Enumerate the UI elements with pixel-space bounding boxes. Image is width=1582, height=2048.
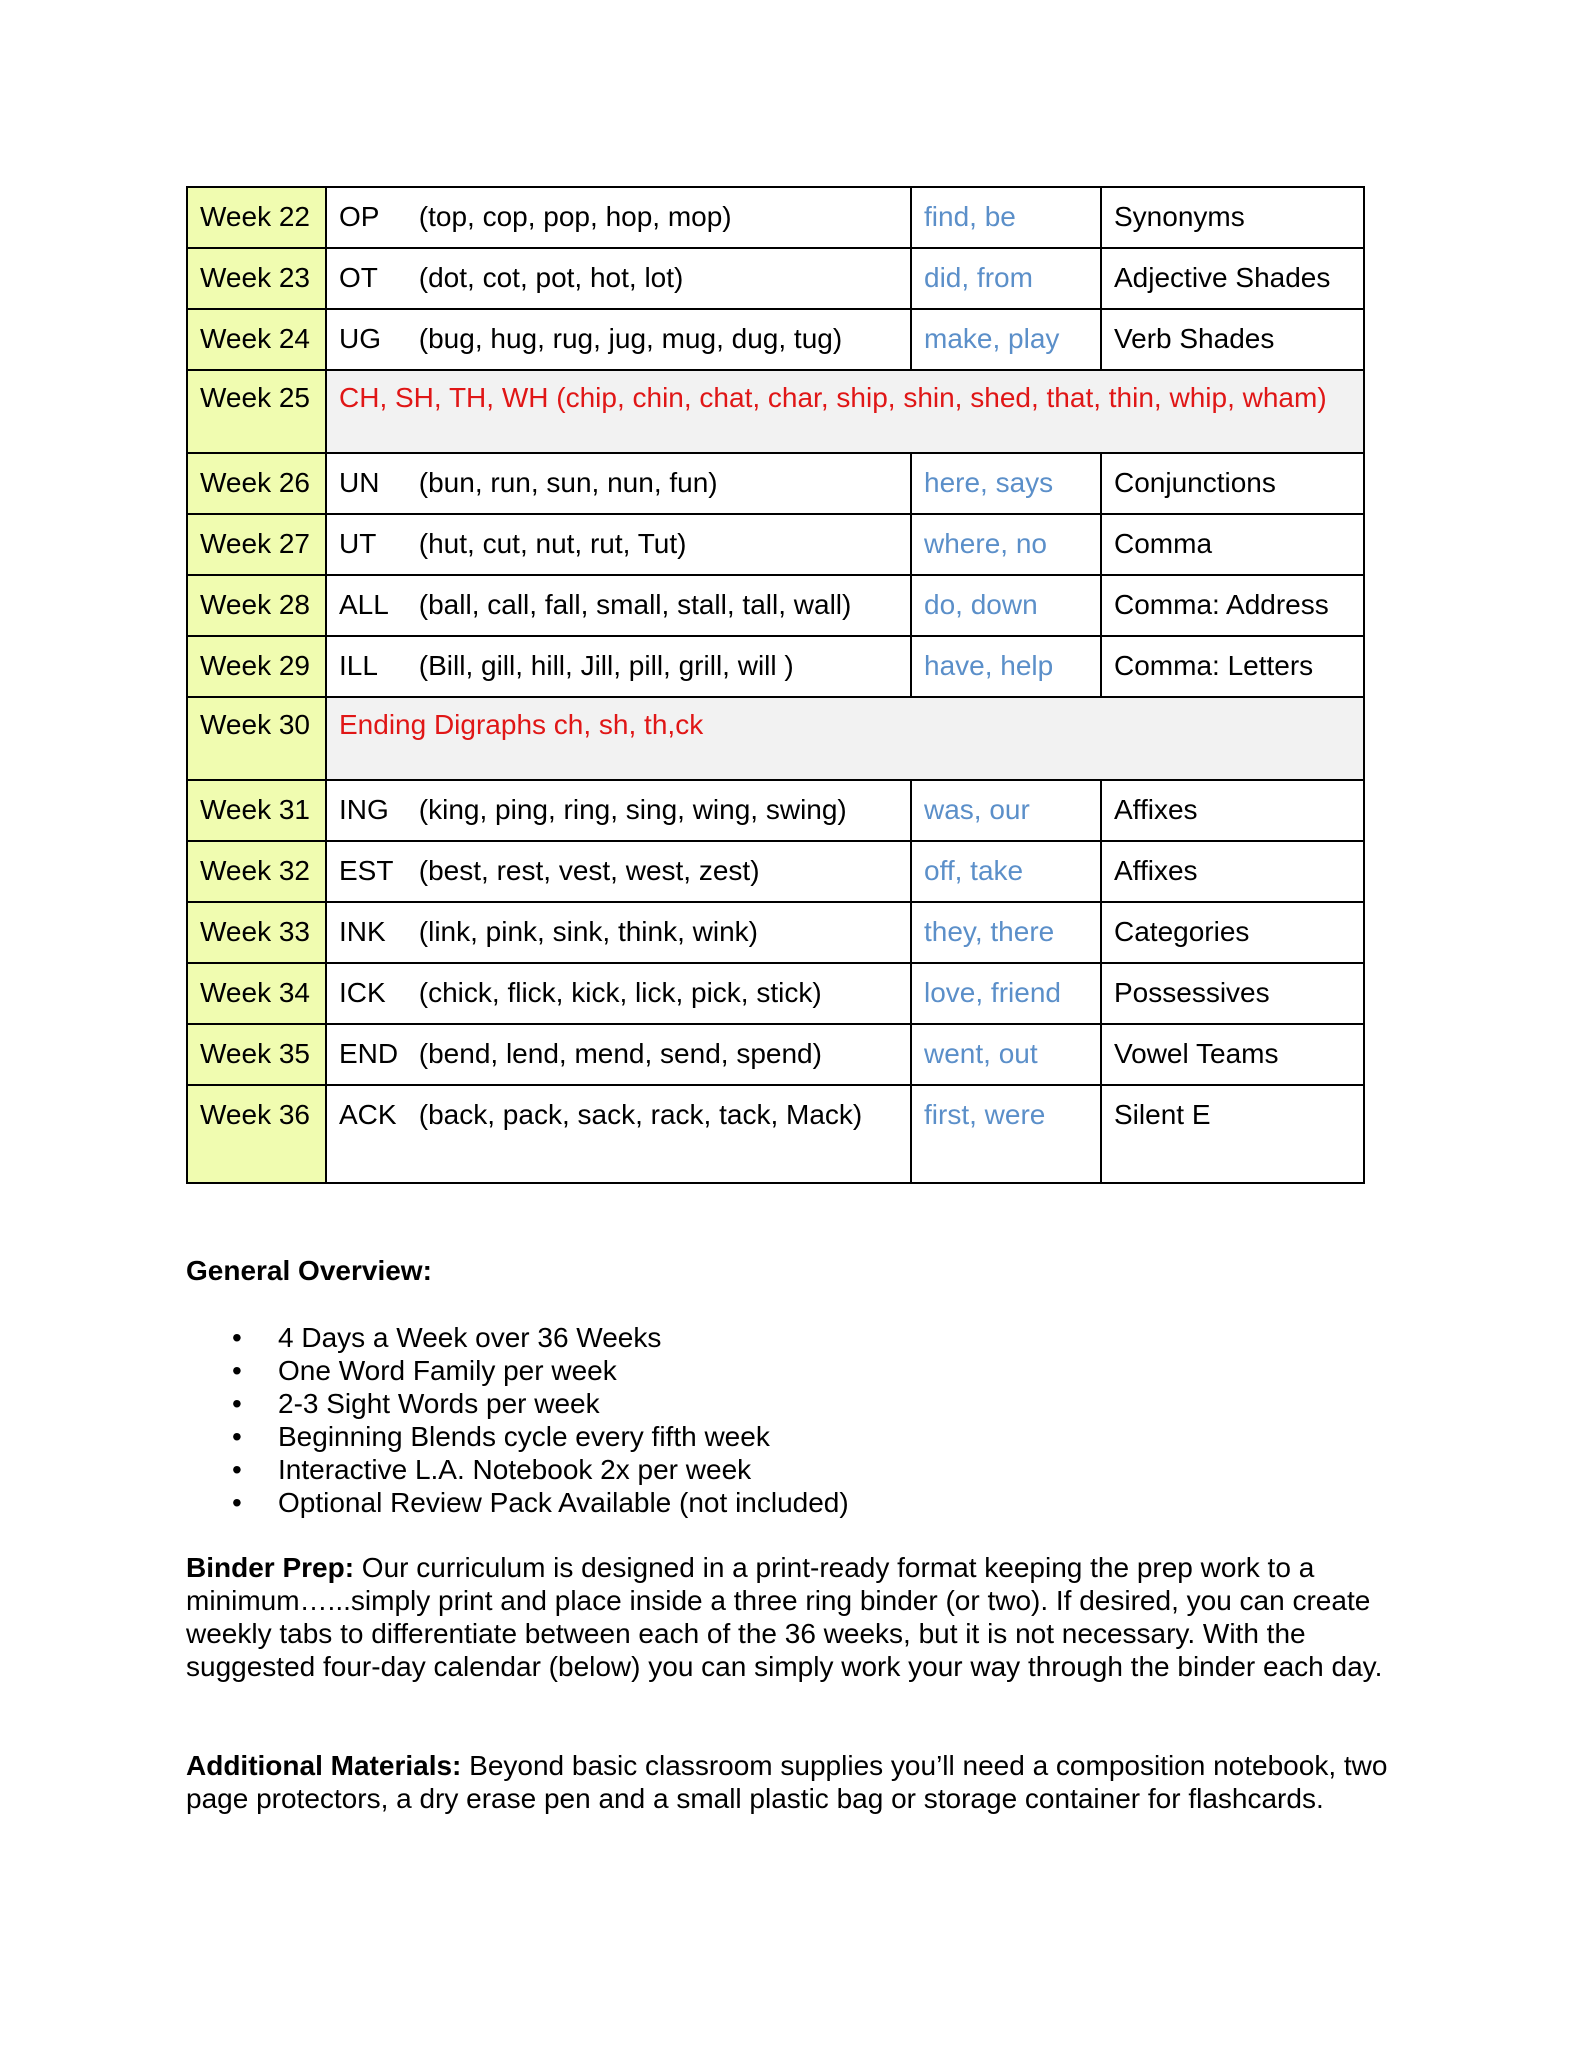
week-row (187, 780, 1364, 841)
word-family-cell (326, 309, 911, 370)
sight-words-cell: went, out (911, 1024, 1101, 1085)
weekly-curriculum-table-body (187, 187, 1364, 1183)
binder-prep-label: Binder Prep: (186, 1552, 355, 1583)
overview-item-text: Optional Review Pack Available (not included) (278, 1487, 849, 1518)
word-family-code: ICK (339, 977, 386, 1008)
sight-words-cell: make, play (911, 309, 1101, 370)
sight-words-cell: do, down (911, 575, 1101, 636)
skill-cell: Comma: Address (1101, 575, 1364, 636)
skill-cell: Conjunctions (1101, 453, 1364, 514)
week-cell: Week 22 (187, 187, 326, 248)
word-family-code: OT (339, 262, 378, 293)
week-cell: Week 32 (187, 841, 326, 902)
week-cell: Week 33 (187, 902, 326, 963)
skill-cell: Categories (1101, 902, 1364, 963)
sight-words-cell: off, take (911, 841, 1101, 902)
word-family-code: EST (339, 855, 394, 886)
skill-cell: Affixes (1101, 780, 1364, 841)
skill-cell: Possessives (1101, 963, 1364, 1024)
week-cell: Week 35 (187, 1024, 326, 1085)
binder-prep-paragraph (186, 1551, 1396, 1683)
binder-prep-text: Our curriculum is designed in a print-ready format keeping the prep work to a minimum…...simply print and place inside a three ring binder (or two). If desired, you can create weekly tabs to differentiate between each of the 36 weeks, but it is not necessary. With the suggested four-day calendar (below) you can simply work your way through the binder each day. (186, 1552, 1383, 1682)
week-row (187, 575, 1364, 636)
week-row (187, 1024, 1364, 1085)
additional-materials-paragraph (186, 1749, 1396, 1815)
word-family-words: (best, rest, vest, west, zest) (418, 855, 760, 886)
bullet-icon: • (232, 1487, 242, 1518)
week-row (187, 636, 1364, 697)
word-family-words: (link, pink, sink, think, wink) (418, 916, 758, 947)
week-row (187, 963, 1364, 1024)
bullet-icon: • (232, 1355, 242, 1386)
week-cell: Week 27 (187, 514, 326, 575)
week-cell: Week 29 (187, 636, 326, 697)
week-cell: Week 25 (187, 370, 326, 453)
word-family-cell (326, 902, 911, 963)
sight-words-cell: they, there (911, 902, 1101, 963)
word-family-cell (326, 1024, 911, 1085)
sight-words-cell: where, no (911, 514, 1101, 575)
word-family-code: ALL (339, 589, 389, 620)
overview-item-text: Beginning Blends cycle every fifth week (278, 1421, 770, 1452)
additional-materials-text: Beyond basic classroom supplies you’ll need a composition notebook, two page protectors, a dry erase pen and a small plastic bag or storage container for flashcards. (186, 1750, 1388, 1814)
word-family-cell (326, 248, 911, 309)
week-cell: Week 30 (187, 697, 326, 780)
overview-list-item (186, 1321, 849, 1354)
word-family-cell (326, 963, 911, 1024)
word-family-words: (dot, cot, pot, hot, lot) (418, 262, 684, 293)
sight-words-cell: here, says (911, 453, 1101, 514)
skill-cell: Affixes (1101, 841, 1364, 902)
word-family-code: INK (339, 916, 386, 947)
sight-words-cell: was, our (911, 780, 1101, 841)
overview-list-item (186, 1486, 849, 1519)
sight-words-cell: have, help (911, 636, 1101, 697)
weekly-curriculum-table (186, 186, 1365, 1184)
word-family-cell (326, 514, 911, 575)
overview-list-item (186, 1354, 849, 1387)
word-family-cell (326, 780, 911, 841)
week-cell: Week 26 (187, 453, 326, 514)
word-family-code: ACK (339, 1099, 397, 1130)
bullet-icon: • (232, 1388, 242, 1419)
bullet-icon: • (232, 1421, 242, 1452)
week-cell: Week 36 (187, 1085, 326, 1183)
skill-cell: Vowel Teams (1101, 1024, 1364, 1085)
word-family-cell (326, 453, 911, 514)
week-row (187, 248, 1364, 309)
word-family-words: (hut, cut, nut, rut, Tut) (418, 528, 687, 559)
word-family-code: UN (339, 467, 380, 498)
overview-item-text: 2-3 Sight Words per week (278, 1388, 600, 1419)
word-family-words: (chick, flick, kick, lick, pick, stick) (418, 977, 822, 1008)
word-family-code: OP (339, 201, 380, 232)
week-cell: Week 34 (187, 963, 326, 1024)
week-banner-text: Ending Digraphs ch, sh, th,ck (326, 697, 1364, 780)
skill-cell: Synonyms (1101, 187, 1364, 248)
skill-cell: Comma: Letters (1101, 636, 1364, 697)
word-family-code: END (339, 1038, 399, 1069)
week-banner-row (187, 370, 1364, 453)
word-family-cell (326, 1085, 911, 1183)
week-row (187, 309, 1364, 370)
week-row (187, 1085, 1364, 1183)
overview-list-item (186, 1453, 849, 1486)
bullet-icon: • (232, 1322, 242, 1353)
sight-words-cell: first, were (911, 1085, 1101, 1183)
word-family-words: (king, ping, ring, sing, wing, swing) (418, 794, 847, 825)
week-row (187, 902, 1364, 963)
word-family-code: ILL (339, 650, 378, 681)
word-family-words: (bun, run, sun, nun, fun) (418, 467, 718, 498)
overview-item-text: Interactive L.A. Notebook 2x per week (278, 1454, 752, 1485)
skill-cell: Adjective Shades (1101, 248, 1364, 309)
sight-words-cell: find, be (911, 187, 1101, 248)
word-family-cell (326, 636, 911, 697)
additional-materials-label: Additional Materials: (186, 1750, 462, 1781)
overview-list-item (186, 1420, 849, 1453)
bullet-icon: • (232, 1454, 242, 1485)
word-family-cell (326, 187, 911, 248)
overview-item-text: One Word Family per week (278, 1355, 617, 1386)
word-family-code: UT (339, 528, 377, 559)
skill-cell: Silent E (1101, 1085, 1364, 1183)
word-family-words: (ball, call, fall, small, stall, tall, wall) (418, 589, 852, 620)
word-family-words: (bug, hug, rug, jug, mug, dug, tug) (418, 323, 843, 354)
week-cell: Week 28 (187, 575, 326, 636)
general-overview-list (186, 1321, 849, 1519)
week-row (187, 514, 1364, 575)
word-family-words: (Bill, gill, hill, Jill, pill, grill, will ) (418, 650, 794, 681)
week-row (187, 453, 1364, 514)
week-cell: Week 24 (187, 309, 326, 370)
overview-list-item (186, 1387, 849, 1420)
sight-words-cell: love, friend (911, 963, 1101, 1024)
week-row (187, 841, 1364, 902)
word-family-code: ING (339, 794, 389, 825)
week-banner-text: CH, SH, TH, WH (chip, chin, chat, char, ship, shin, shed, that, thin, whip, wham) (326, 370, 1364, 453)
week-cell: Week 23 (187, 248, 326, 309)
word-family-cell (326, 575, 911, 636)
week-banner-row (187, 697, 1364, 780)
word-family-words: (back, pack, sack, rack, tack, Mack) (418, 1099, 863, 1130)
week-cell: Week 31 (187, 780, 326, 841)
word-family-code: UG (339, 323, 381, 354)
word-family-cell (326, 841, 911, 902)
word-family-words: (bend, lend, mend, send, spend) (418, 1038, 822, 1069)
skill-cell: Comma (1101, 514, 1364, 575)
week-row (187, 187, 1364, 248)
sight-words-cell: did, from (911, 248, 1101, 309)
overview-item-text: 4 Days a Week over 36 Weeks (278, 1322, 662, 1353)
general-overview-heading: General Overview: (186, 1255, 432, 1286)
skill-cell: Verb Shades (1101, 309, 1364, 370)
word-family-words: (top, cop, pop, hop, mop) (418, 201, 732, 232)
